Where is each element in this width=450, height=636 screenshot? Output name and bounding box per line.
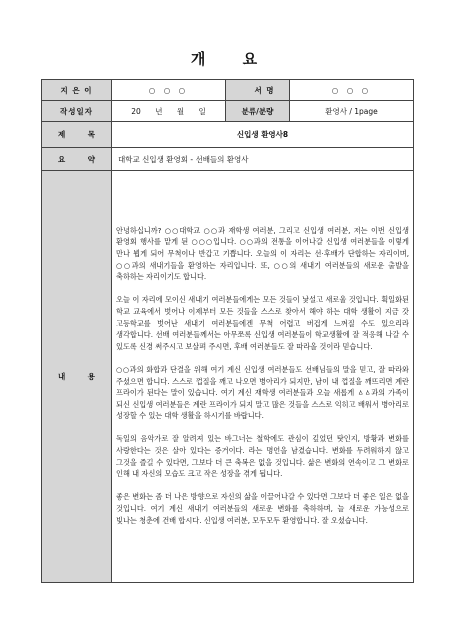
summary-value: 대학교 신입생 환영회 - 선배들의 환영사 <box>112 148 414 171</box>
date-row <box>42 101 414 122</box>
subject-value: 신입생 환영사8 <box>112 122 414 148</box>
summary-row <box>42 148 414 171</box>
category-label: 분류/분량 <box>226 101 290 122</box>
summary-label: 요 약 <box>42 148 112 171</box>
content-row <box>42 171 414 583</box>
author-label: 지 은 이 <box>42 80 112 101</box>
author-value: ○ ○ ○ <box>112 80 226 101</box>
author-row <box>42 80 414 101</box>
content-label: 내 용 <box>42 171 112 583</box>
content-body <box>112 171 414 583</box>
page-title: 개 요 <box>190 50 260 68</box>
content-paragraph: 안녕하십니까? ○○대학교 ○○과 재학생 여러분, 그리고 신입생 여러분, 저는 이번 신입생 환영회 행사를 맡게 된 ○○○입니다. ○○과의 전통을 이어나갈 신입생 여러분들을 이렇게 만나 뵙게 되어 무척이나 반갑고 기쁩니다. 오늘의 이 자리는 선·후배가 단합하는 자리이며, ○○과의 새내기들을 환영하는 자리입니다. 또, ○○의 새내기 여러분들의 새로운 출발을 축하하는 자리이기도 합니다. <box>116 225 409 282</box>
signature-value: ○ ○ ○ <box>290 80 414 101</box>
content-paragraph: 좋은 변화는 좀 더 나은 방향으로 자신의 삶을 이끌어나갈 수 있다면 그보다 더 좋은 일은 없을 것입니다. 여기 계신 새내기 여러분들의 새로운 변화를 축하하며, 늘 새로운 가능성으로 빛나는 청춘에 건배 합시다. 신입생 여러분, 모두모두 환영합니다. 잘 오셨습니다. <box>116 492 409 525</box>
subject-label: 제 목 <box>42 122 112 148</box>
date-label: 작성일자 <box>42 101 112 122</box>
subject-row <box>42 122 414 148</box>
content-paragraph: 독일의 음악가로 잘 알려져 있는 바그너는 철학에도 관심이 깊었던 탓인지, 방황과 변화를 사랑한다는 것은 살아 있다는 증거이다. 라는 명언을 남겼습니다. 변화를 두려워하지 않고 그것을 즐길 수 있다면, 그보다 더 큰 축복은 없을 것입니다. 삶은 변화의 연속이고 그 변화로 인해 내 자신의 모습도 크고 작은 성장을 겪게 됩니다. <box>116 434 409 479</box>
date-value: 20 년 월 일 <box>112 101 226 122</box>
overview-table <box>41 79 414 583</box>
category-value: 환영사 / 1page <box>290 101 414 122</box>
content-paragraph: ○○과의 화합과 단결을 위해 여기 계신 신입생 여러분들도 선배님들의 말을 믿고, 잘 따라와 주셨으면 합니다. 스스로 껍질을 깨고 나오면 병아리가 되지만, 남이 내 껍질을 깨뜨리면 계란 프라이가 된다는 말이 있습니다. 여기 계신 재학생 여러분들과 오늘 새롭게 ㅿㅿ과의 가족이 되신 신입생 여러분들은 계란 프라이가 되지 말고 많은 것들을 스스로 익히고 배워서 병아리로 성장할 수 있는 대학 생활을 하시기를 바랍니다. <box>116 364 409 421</box>
content-paragraph: 오늘 이 자리에 모이신 새내기 여러분들에게는 모든 것들이 낯설고 새로울 것입니다. 획일화된 학교 교육에서 벗어나 이제부터 모든 것들을 스스로 찾아서 해야 하는 대학 생활이 지금 갓 고등학교를 벗어난 새내기 여러분들에겐 무척 어렵고 버겁게 느껴질 수도 있으리라 생각합니다. 선배 여러분들께서는 아무쪼록 신입생 여러분들이 학교생활에 잘 적응해 나갈 수 있도록 신경 써주시고 보살펴 주시면, 후배 여러분들도 잘 따라올 것이라 믿습니다. <box>116 295 409 351</box>
signature-label: 서 명 <box>226 80 290 101</box>
